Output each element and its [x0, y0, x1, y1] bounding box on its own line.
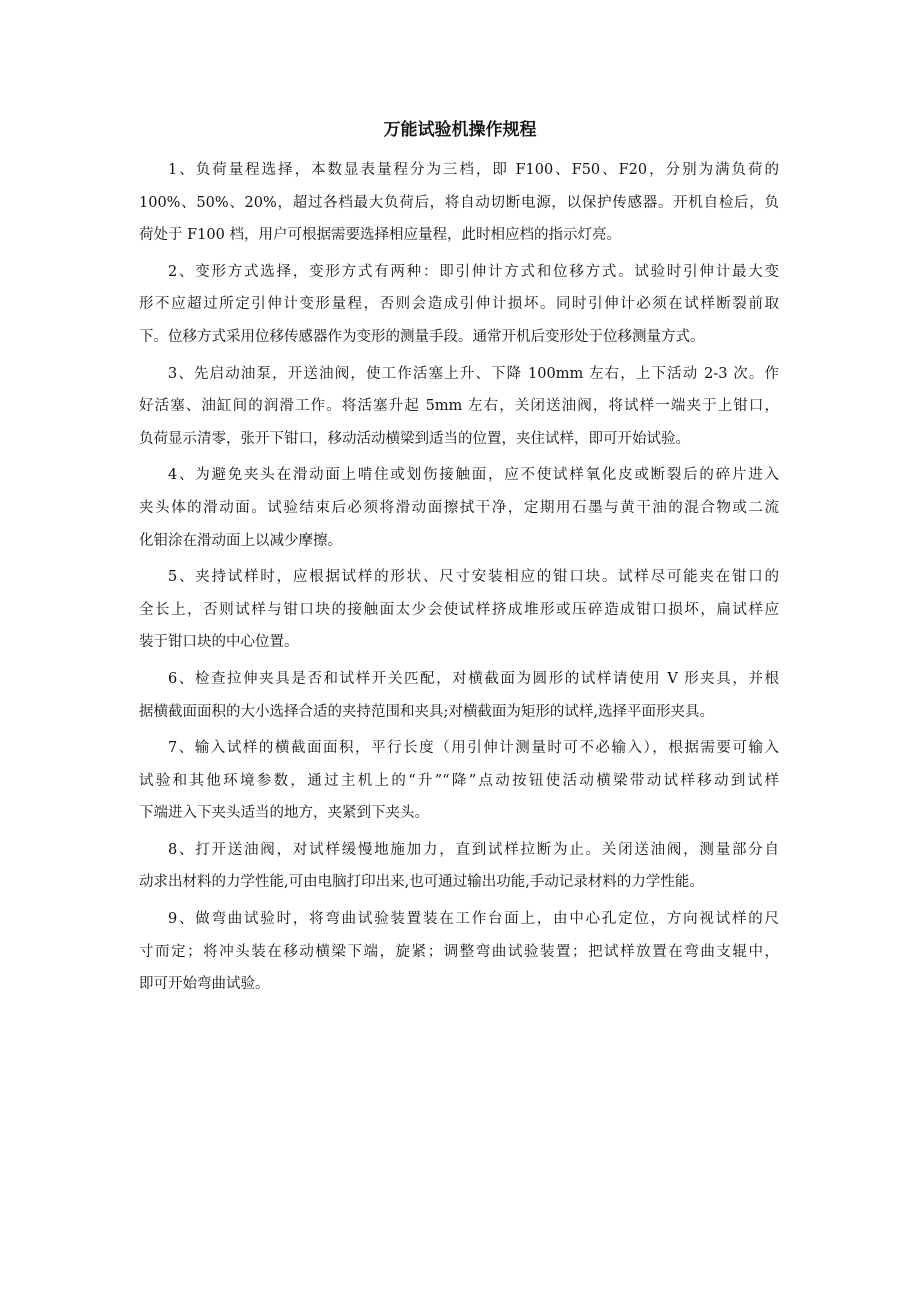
paragraph-7: [139, 735, 779, 833]
paragraph-line: 全长上，否则试样与钳口块的接触面太少会使试样挤成堆形或压碎造成钳口损坏，扁试样应: [139, 601, 779, 618]
paragraph-line: 100%、50%、20%，超过各档最大负荷后，将自动切断电源，以保护传感器。开机自检后，负: [139, 194, 779, 211]
paragraph-line: 好活塞、油缸间的润滑工作。将活塞升起 5mm 左右，关闭送油阀，将试样一端夹于上钳口，: [139, 398, 779, 415]
paragraph-line: 8、打开送油阀，对试样缓慢地施加力，直到试样拉断为止。关闭送油阀，测量部分自: [168, 841, 779, 858]
paragraph-line: 2、变形方式选择，变形方式有两种：即引伸计方式和位移方式。试验时引伸计最大变: [168, 263, 779, 280]
document-title: 万能试验机操作规程: [383, 120, 537, 140]
paragraph-line: 夹头体的滑动面。试验结束后必须将滑动面擦拭干净，定期用石墨与黄干油的混合物或二流: [139, 499, 779, 516]
paragraph-4: [139, 462, 779, 560]
paragraph-2: [139, 259, 779, 357]
paragraph-line: 形不应超过所定引伸计变形量程，否则会造成引伸计损坏。同时引伸计必须在试样断裂前取: [139, 296, 779, 313]
paragraph-line: 5、夹持试样时，应根据试样的形状、尺寸安装相应的钳口块。试样尽可能夹在钳口的: [168, 569, 779, 586]
paragraph-3: [139, 361, 779, 459]
paragraph-line: 负荷显示清零，张开下钳口，移动活动横梁到适当的位置，夹住试样，即可开始试验。: [139, 430, 690, 447]
paragraph-9: [139, 906, 779, 1004]
paragraph-line: 9、做弯曲试验时，将弯曲试验装置装在工作台面上，由中心孔定位，方向视试样的尺: [168, 911, 779, 928]
document-body: [139, 157, 779, 1008]
paragraph-line: 试验和其他环境参数，通过主机上的“升”“降”点动按钮使活动横梁带动试样移动到试样: [139, 772, 779, 789]
paragraph-1: [139, 157, 779, 255]
paragraph-line: 动求出材料的力学性能,可由电脑打印出来,也可通过输出功能,手动记录材料的力学性能。: [139, 874, 704, 891]
paragraph-line: 荷处于 F100 档，用户可根据需要选择相应量程，此时相应档的指示灯亮。: [139, 227, 621, 244]
paragraph-line: 即可开始弯曲试验。: [139, 976, 270, 993]
paragraph-line: 3、先启动油泵，开送油阀，使工作活塞上升、下降 100mm 左右，上下活动 2-3 次。作: [168, 365, 779, 382]
paragraph-5: [139, 564, 779, 662]
paragraph-line: 7、输入试样的横截面面积，平行长度（用引伸计测量时可不必输入），根据需要可输入: [168, 740, 779, 757]
paragraph-8: [139, 837, 779, 902]
paragraph-line: 据横截面面积的大小选择合适的夹持范围和夹具;对横截面为矩形的试样,选择平面形夹具。: [139, 703, 714, 720]
paragraph-line: 4、为避免夹头在滑动面上啃住或划伤接触面，应不使试样氧化皮或断裂后的碎片进入: [168, 467, 779, 484]
paragraph-line: 寸而定；将冲头装在移动横梁下端，旋紧；调整弯曲试验装置；把试样放置在弯曲支辊中，: [139, 943, 779, 960]
paragraph-6: [139, 666, 779, 731]
paragraph-line: 下端进入下夹头适当的地方，夹紧到下夹头。: [139, 805, 429, 822]
paragraph-line: 1、负荷量程选择，本数显表量程分为三档，即 F100、F50、F20，分别为满负荷的: [168, 162, 779, 178]
paragraph-line: 化钼涂在滑动面上以减少摩擦。: [139, 532, 342, 549]
paragraph-line: 下。位移方式采用位移传感器作为变形的测量手段。通常开机后变形处于位移测量方式。: [139, 328, 705, 345]
paragraph-line: 6、检查拉伸夹具是否和试样开关匹配，对横截面为圆形的试样请使用 V 形夹具，并根: [168, 670, 779, 687]
paragraph-line: 装于钳口块的中心位置。: [139, 634, 299, 651]
